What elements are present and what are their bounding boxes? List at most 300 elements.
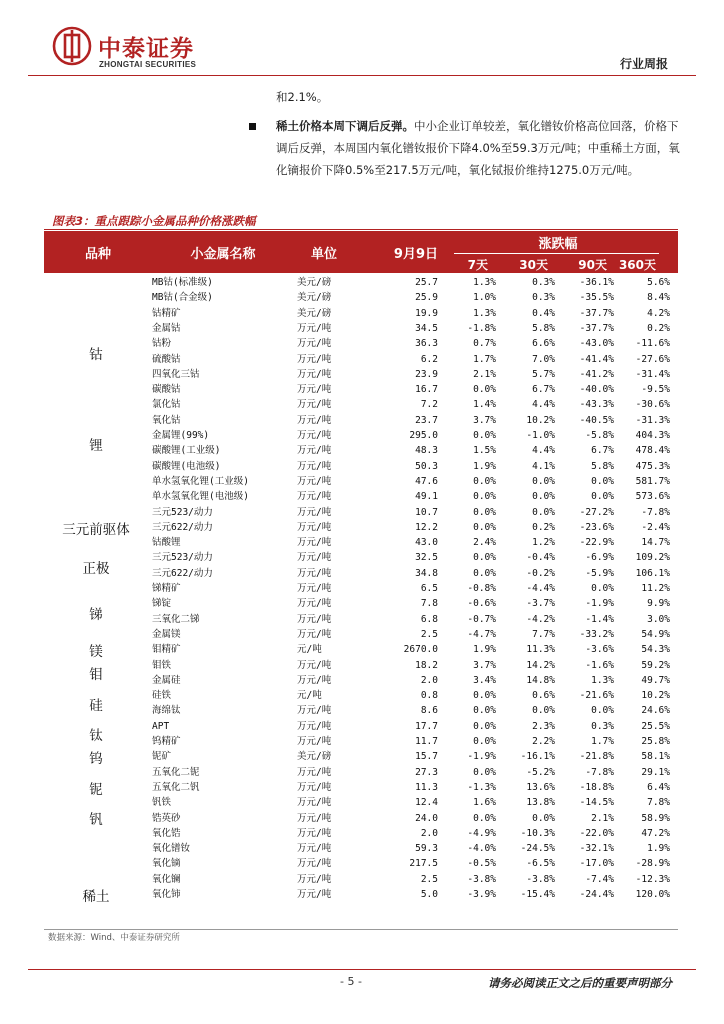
cell-name: 碳酸锂(电池级)	[152, 460, 221, 472]
cell-name: 钼铁	[152, 659, 172, 671]
cell-name: 金属镁	[152, 628, 181, 640]
cell-p90: -40.0%	[579, 384, 614, 396]
cell-unit: 万元/吨	[297, 552, 332, 564]
bullet-square-icon	[249, 123, 256, 130]
brand-name: 中泰证券	[98, 36, 194, 62]
cell-unit: 万元/吨	[297, 491, 332, 503]
cell-p7: 1.3%	[473, 307, 496, 319]
cell-p90: -21.8%	[579, 751, 614, 763]
cell-value: 2.0	[420, 827, 438, 839]
cell-p90: -14.5%	[579, 797, 614, 809]
cell-p360: -30.6%	[635, 399, 670, 411]
cell-p90: -6.9%	[585, 552, 614, 564]
cell-unit: 美元/磅	[297, 307, 332, 319]
header-change: 涨跌幅	[538, 237, 578, 252]
cell-p90: -37.7%	[579, 307, 614, 319]
cell-p360: 11.2%	[641, 583, 670, 594]
cell-p90: 1.7%	[591, 736, 614, 747]
cell-p360: 25.8%	[641, 736, 670, 747]
cell-value: 5.0	[420, 889, 438, 900]
cell-p30: 0.2%	[532, 521, 555, 533]
cell-name: 铌矿	[152, 751, 172, 763]
cell-unit: 万元/吨	[297, 873, 332, 885]
cell-p30: 11.3%	[526, 644, 555, 656]
cell-name: 金属锂(99%)	[152, 430, 210, 441]
cell-p360: 6.4%	[647, 781, 670, 793]
table-row	[44, 321, 678, 336]
cell-p7: -4.9%	[467, 827, 496, 839]
cell-p90: -32.1%	[579, 843, 614, 855]
cell-p360: 29.1%	[641, 766, 670, 778]
cell-p90: -37.7%	[579, 322, 614, 334]
cell-p7: 0.0%	[473, 720, 496, 732]
report-type: 行业周报	[619, 57, 668, 71]
cell-p30: -6.5%	[526, 858, 555, 870]
cell-name: 氧化镨钕	[152, 843, 191, 855]
cell-unit: 元/吨	[297, 644, 322, 656]
cell-p7: 0.0%	[473, 812, 496, 824]
bullet-text: 中小企业订单较差，氧化镨钕价格高位回落，价格下调后反弹，本周国内氧化镨钕报价下降4.0%至59.3万元/吨；中重稀土方面，氧化镝报价下降0.5%至217.5万元/吨，氧化铽报价维持1275.0万元/吨。	[276, 119, 680, 177]
cell-p30: -1.0%	[526, 430, 555, 441]
cell-p360: -27.6%	[635, 353, 670, 365]
cell-p90: -41.2%	[579, 368, 614, 380]
cell-p30: 13.6%	[526, 781, 555, 793]
cell-p30: 0.3%	[532, 277, 555, 288]
cell-p90: -36.1%	[579, 277, 614, 288]
cell-p30: 0.4%	[532, 307, 555, 319]
category-label: 钼	[89, 667, 103, 683]
cell-value: 43.0	[415, 537, 438, 549]
data-source: 数据来源：Wind、中泰证券研究所	[48, 933, 180, 943]
cell-value: 7.2	[420, 399, 438, 411]
cell-p7: 0.0%	[473, 430, 496, 441]
cell-name: MB钴(合金级)	[152, 292, 213, 304]
cell-p90: -27.2%	[579, 506, 614, 518]
cell-name: 四氧化三钴	[152, 368, 200, 380]
cell-value: 17.7	[415, 720, 438, 732]
cell-p90: 0.0%	[591, 491, 614, 503]
cell-unit: 万元/吨	[297, 659, 332, 671]
cell-p7: 0.0%	[473, 690, 496, 702]
header-unit: 单位	[310, 247, 337, 262]
cell-p360: 10.2%	[641, 690, 670, 702]
cell-p30: 5.7%	[532, 368, 555, 380]
header-divider	[28, 75, 696, 76]
cell-p90: 2.1%	[591, 812, 614, 824]
category-label: 正极	[82, 561, 110, 577]
cell-p7: 1.6%	[473, 797, 496, 809]
cell-name: 氧化钴	[152, 414, 181, 426]
cell-name: 海绵钛	[152, 705, 181, 717]
cell-p90: -23.6%	[579, 521, 614, 533]
cell-unit: 万元/吨	[297, 858, 332, 870]
cell-unit: 万元/吨	[297, 460, 332, 472]
cell-name: APT	[152, 720, 170, 732]
cell-name: 五氧化二钒	[152, 781, 200, 793]
cell-p90: -35.5%	[579, 292, 614, 304]
category-label: 锂	[89, 438, 103, 454]
cell-p360: 54.9%	[641, 628, 670, 640]
cell-p7: 0.0%	[473, 475, 496, 487]
cell-value: 27.3	[415, 766, 438, 778]
cell-name: 钴粉	[152, 338, 172, 350]
cell-p360: 58.1%	[641, 751, 670, 763]
cell-p7: 0.0%	[473, 552, 496, 564]
header-name: 小金属名称	[190, 247, 256, 262]
cell-p7: 1.4%	[473, 399, 496, 411]
table-row	[44, 413, 678, 428]
cell-p90: -40.5%	[579, 414, 614, 426]
cell-unit: 万元/吨	[297, 766, 332, 778]
cell-unit: 万元/吨	[297, 338, 332, 350]
cell-p30: 4.4%	[532, 445, 555, 457]
cell-p7: 0.0%	[473, 736, 496, 747]
cell-name: 五氧化二铌	[152, 766, 200, 778]
cell-name: 三元622/动力	[152, 521, 213, 533]
cell-p90: 1.3%	[591, 674, 614, 686]
cell-value: 8.6	[420, 705, 438, 717]
cell-p7: -1.9%	[467, 751, 496, 763]
cell-p360: 58.9%	[641, 812, 670, 824]
cell-p7: 3.4%	[473, 674, 496, 686]
cell-value: 6.2	[420, 353, 438, 365]
cell-p30: -4.4%	[526, 583, 555, 594]
cell-p7: -3.9%	[467, 889, 496, 900]
cell-p30: 10.2%	[526, 414, 555, 426]
cell-p30: 6.6%	[532, 338, 555, 350]
cell-unit: 万元/吨	[297, 506, 332, 518]
cell-p30: -5.2%	[526, 766, 555, 778]
cell-p30: 2.2%	[532, 736, 555, 747]
category-label: 钴	[89, 347, 103, 363]
cell-unit: 万元/吨	[297, 628, 332, 640]
cell-unit: 美元/磅	[297, 751, 332, 763]
cell-name: 碳酸钴	[152, 384, 181, 396]
cell-p7: 1.9%	[473, 460, 496, 472]
cell-p360: 9.9%	[647, 598, 670, 610]
table-row	[44, 290, 678, 305]
cell-unit: 万元/吨	[297, 399, 332, 411]
cell-value: 47.6	[415, 475, 438, 487]
cell-value: 2.0	[420, 674, 438, 686]
cell-p360: -9.5%	[641, 384, 670, 396]
cell-name: 钴精矿	[152, 307, 181, 319]
cell-p360: 4.2%	[647, 307, 670, 319]
cell-p360: -2.4%	[641, 521, 670, 533]
cell-value: 15.7	[415, 751, 438, 763]
cell-p90: 0.0%	[591, 583, 614, 594]
table-header	[44, 231, 678, 273]
cell-p30: -3.8%	[526, 873, 555, 885]
body-paragraph	[276, 115, 686, 181]
cell-unit: 万元/吨	[297, 521, 332, 533]
cell-p90: -43.0%	[579, 338, 614, 350]
cell-unit: 美元/磅	[297, 292, 332, 304]
cell-p7: -4.0%	[467, 843, 496, 855]
cell-p7: -0.7%	[467, 613, 496, 625]
cell-name: 氧化镧	[152, 873, 181, 885]
cell-p7: -0.5%	[467, 858, 496, 870]
cell-name: MB钴(标准级)	[152, 277, 213, 288]
cell-value: 6.5	[420, 583, 438, 594]
cell-p30: 6.7%	[532, 384, 555, 396]
cell-unit: 万元/吨	[297, 781, 332, 793]
cell-unit: 万元/吨	[297, 475, 332, 487]
figure-divider	[44, 229, 678, 230]
page-number: - 5 -	[340, 975, 362, 988]
table-row	[44, 474, 678, 489]
cell-p360: 8.4%	[647, 292, 670, 304]
cell-name: 氧化铈	[152, 889, 181, 900]
header-7d: 7天	[467, 258, 488, 272]
cell-p7: 1.9%	[473, 644, 496, 656]
cell-value: 0.8	[420, 690, 438, 702]
cell-p30: 13.8%	[526, 797, 555, 809]
cell-p7: 1.7%	[473, 353, 496, 365]
cell-p30: 5.8%	[532, 322, 555, 334]
cell-unit: 万元/吨	[297, 720, 332, 732]
cell-name: 钼精矿	[152, 644, 181, 656]
cell-unit: 万元/吨	[297, 736, 332, 747]
cell-p360: -12.3%	[635, 873, 670, 885]
cell-p30: -10.3%	[520, 827, 555, 839]
cell-p360: 106.1%	[635, 567, 670, 579]
cell-p7: 0.7%	[473, 338, 496, 350]
cell-p360: 24.6%	[641, 705, 670, 717]
cell-name: 氧化镝	[152, 858, 181, 870]
table-row	[44, 489, 678, 504]
cell-p90: -43.3%	[579, 399, 614, 411]
table-row	[44, 459, 678, 474]
company-logo-icon	[52, 26, 92, 66]
cell-p360: 478.4%	[635, 445, 670, 457]
cell-p30: 1.2%	[532, 537, 555, 549]
cell-p90: -17.0%	[579, 858, 614, 870]
cell-p90: -3.6%	[585, 644, 614, 656]
table-row	[44, 581, 678, 596]
cell-p7: -3.8%	[467, 873, 496, 885]
cell-value: 6.8	[420, 613, 438, 625]
cell-p90: 5.8%	[591, 460, 614, 472]
cell-p360: -11.6%	[635, 338, 670, 350]
cell-name: 锆英砂	[152, 812, 181, 824]
cell-unit: 万元/吨	[297, 797, 332, 809]
cell-name: 硫酸钴	[152, 353, 181, 365]
cell-p30: -0.4%	[526, 552, 555, 564]
cell-p90: 0.0%	[591, 705, 614, 717]
cell-name: 单水氢氧化锂(工业级)	[152, 475, 249, 487]
body-line: 和2.1%。	[276, 90, 329, 104]
cell-p90: -41.4%	[579, 353, 614, 365]
cell-value: 12.4	[415, 797, 438, 809]
cell-p360: 0.2%	[647, 322, 670, 334]
cell-p90: -1.9%	[585, 598, 614, 610]
cell-p360: 54.3%	[641, 644, 670, 656]
cell-p90: -1.4%	[585, 613, 614, 625]
category-label: 三元前驱体	[62, 522, 130, 538]
cell-name: 锑精矿	[152, 583, 181, 594]
cell-unit: 万元/吨	[297, 889, 332, 900]
cell-p7: -0.6%	[467, 598, 496, 610]
cell-p30: -0.2%	[526, 567, 555, 579]
header-30d: 30天	[519, 258, 548, 272]
category-label: 镁	[89, 644, 103, 660]
cell-p7: 0.0%	[473, 766, 496, 778]
figure-title: 图表3：重点跟踪小金属品种价格涨跌幅	[52, 214, 256, 228]
cell-p360: 3.0%	[647, 613, 670, 625]
cell-p360: -7.8%	[641, 506, 670, 518]
cell-p360: -31.4%	[635, 368, 670, 380]
cell-value: 23.9	[415, 368, 438, 380]
cell-p30: 14.8%	[526, 674, 555, 686]
cell-value: 32.5	[415, 552, 438, 564]
table-row	[44, 397, 678, 412]
cell-p360: 49.7%	[641, 674, 670, 686]
cell-p7: 0.0%	[473, 491, 496, 503]
cell-name: 锑锭	[152, 598, 172, 610]
cell-p360: 5.6%	[647, 277, 670, 288]
cell-unit: 万元/吨	[297, 598, 332, 610]
cell-p90: -1.6%	[585, 659, 614, 671]
cell-p30: 2.3%	[532, 720, 555, 732]
category-label: 锑	[89, 607, 103, 623]
cell-p90: 0.0%	[591, 475, 614, 487]
cell-p360: -28.9%	[635, 858, 670, 870]
cell-value: 50.3	[415, 460, 438, 472]
cell-p7: 2.4%	[473, 537, 496, 549]
table-row	[44, 367, 678, 382]
cell-value: 49.1	[415, 491, 438, 503]
cell-p90: -24.4%	[579, 889, 614, 900]
cell-name: 三元622/动力	[152, 567, 213, 579]
cell-value: 23.7	[415, 414, 438, 426]
cell-p7: 0.0%	[473, 567, 496, 579]
cell-p30: -15.4%	[520, 889, 555, 900]
category-label: 钨	[89, 751, 103, 767]
cell-p7: 3.7%	[473, 414, 496, 426]
category-label: 稀土	[82, 889, 110, 905]
cell-p7: -0.8%	[467, 583, 496, 594]
cell-unit: 万元/吨	[297, 583, 332, 594]
table-row	[44, 275, 678, 290]
cell-unit: 元/吨	[297, 690, 322, 702]
cell-value: 10.7	[415, 506, 438, 518]
cell-p30: 0.3%	[532, 292, 555, 304]
cell-unit: 万元/吨	[297, 368, 332, 380]
cell-value: 24.0	[415, 812, 438, 824]
cell-value: 25.9	[415, 292, 438, 304]
cell-p7: 0.0%	[473, 705, 496, 717]
header-category: 品种	[84, 247, 111, 262]
cell-p90: -18.8%	[579, 781, 614, 793]
cell-p30: -3.7%	[526, 598, 555, 610]
cell-value: 59.3	[415, 843, 438, 855]
cell-name: 三元523/动力	[152, 552, 213, 564]
cell-value: 18.2	[415, 659, 438, 671]
cell-p30: -16.1%	[520, 751, 555, 763]
cell-name: 三氧化二锑	[152, 613, 200, 625]
cell-value: 11.3	[415, 781, 438, 793]
cell-name: 钴酸锂	[152, 537, 181, 549]
cell-name: 金属硅	[152, 674, 181, 686]
cell-name: 三元523/动力	[152, 506, 213, 518]
cell-unit: 万元/吨	[297, 537, 332, 549]
cell-p90: -7.8%	[585, 766, 614, 778]
cell-p360: 573.6%	[635, 491, 670, 503]
table-row	[44, 841, 678, 856]
cell-name: 钨精矿	[152, 736, 181, 747]
cell-p360: 7.8%	[647, 797, 670, 809]
cell-value: 2.5	[420, 873, 438, 885]
cell-name: 钒铁	[152, 797, 172, 809]
cell-p30: 0.0%	[532, 705, 555, 717]
cell-p30: -4.2%	[526, 613, 555, 625]
cell-p360: 475.3%	[635, 460, 670, 472]
cell-p90: -7.4%	[585, 873, 614, 885]
cell-unit: 万元/吨	[297, 705, 332, 717]
cell-p90: -22.0%	[579, 827, 614, 839]
cell-value: 16.7	[415, 384, 438, 396]
cell-p30: 7.7%	[532, 628, 555, 640]
table-row	[44, 826, 678, 841]
cell-value: 2.5	[420, 628, 438, 640]
cell-p360: 581.7%	[635, 475, 670, 487]
cell-p30: 4.1%	[532, 460, 555, 472]
cell-value: 34.8	[415, 567, 438, 579]
cell-value: 2670.0	[403, 644, 438, 656]
cell-p30: 0.0%	[532, 812, 555, 824]
cell-name: 硅铁	[152, 690, 172, 702]
cell-p360: -31.3%	[635, 414, 670, 426]
cell-name: 氧化锆	[152, 827, 181, 839]
cell-p7: 2.1%	[473, 368, 496, 380]
cell-p7: 0.0%	[473, 521, 496, 533]
cell-p7: -4.7%	[467, 628, 496, 640]
cell-p360: 14.7%	[641, 537, 670, 549]
cell-p90: 6.7%	[591, 445, 614, 457]
cell-p30: 7.0%	[532, 353, 555, 365]
cell-p360: 47.2%	[641, 827, 670, 839]
cell-value: 12.2	[415, 521, 438, 533]
cell-p30: 0.0%	[532, 491, 555, 503]
cell-p7: 0.0%	[473, 506, 496, 518]
cell-value: 48.3	[415, 445, 438, 457]
cell-p7: 1.3%	[473, 277, 496, 288]
cell-p90: 0.3%	[591, 720, 614, 732]
cell-p90: -5.9%	[585, 567, 614, 579]
category-label: 铌	[89, 782, 103, 798]
cell-p360: 120.0%	[635, 889, 670, 900]
cell-name: 单水氢氧化锂(电池级)	[152, 491, 249, 503]
cell-p7: -1.3%	[467, 781, 496, 793]
cell-unit: 万元/吨	[297, 322, 332, 334]
cell-unit: 万元/吨	[297, 414, 332, 426]
cell-p7: 1.0%	[473, 292, 496, 304]
cell-value: 7.8	[420, 598, 438, 610]
cell-p360: 59.2%	[641, 659, 670, 671]
header-360d: 360天	[618, 258, 656, 272]
footer-divider	[28, 969, 696, 970]
cell-p90: -5.8%	[585, 430, 614, 441]
bullet-heading: 稀土价格本周下调后反弹。	[276, 119, 414, 133]
cell-p360: 25.5%	[641, 720, 670, 732]
cell-p30: 4.4%	[532, 399, 555, 411]
cell-p30: 0.6%	[532, 690, 555, 702]
cell-p7: 0.0%	[473, 384, 496, 396]
cell-unit: 美元/磅	[297, 277, 332, 288]
cell-p90: -22.9%	[579, 537, 614, 549]
cell-unit: 万元/吨	[297, 353, 332, 365]
